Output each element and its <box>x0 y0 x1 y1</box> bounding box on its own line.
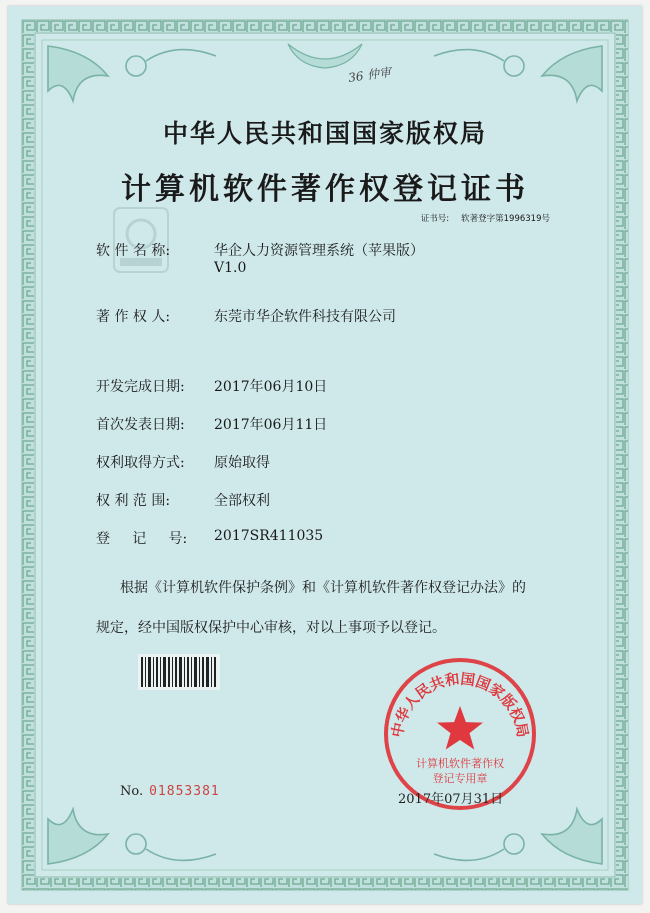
barcode <box>138 654 220 690</box>
registration-label: 登 记 号: <box>96 531 188 547</box>
owner-label: 著 作 权 人: <box>96 309 171 325</box>
seal-outer-text: 中华人民共和国国家版权局 <box>389 671 531 739</box>
certificate-number-label: 证书号: <box>420 214 450 224</box>
acquire-value: 原始取得 <box>214 455 270 471</box>
dev-date-row <box>96 376 328 396</box>
registration-value: 2017SR411035 <box>214 528 324 544</box>
seal-inner-line-2: 登记专用章 <box>432 772 488 785</box>
statement-line-1: 根据《计算机软件保护条例》和《计算机软件著作权登记办法》的 <box>120 580 526 596</box>
dev-date-value: 2017年06月10日 <box>214 379 328 395</box>
serial-value: 01853381 <box>149 784 220 799</box>
pub-date-value: 2017年06月11日 <box>214 417 328 433</box>
certificate-number-value: 软著登字第1996319号 <box>461 214 550 224</box>
issue-date: 2017年07月31日 <box>398 792 504 807</box>
scope-row <box>96 490 270 510</box>
software-name-label: 软 件 名 称: <box>96 243 171 259</box>
software-name-value: 华企人力资源管理系统（苹果版） <box>214 243 424 259</box>
owner-row <box>96 306 396 326</box>
pub-date-label: 首次发表日期: <box>96 417 185 433</box>
handwritten-note: 36 仲审 <box>347 65 392 85</box>
certificate-title: 计算机软件著作权登记证书 <box>121 172 529 207</box>
seal-inner-line-1: 计算机软件著作权 <box>416 757 504 770</box>
dev-date-label: 开发完成日期: <box>96 379 185 395</box>
serial-number <box>120 784 220 799</box>
certificate-number <box>421 212 550 224</box>
scope-value: 全部权利 <box>214 493 270 509</box>
registration-row <box>96 528 324 548</box>
software-version: V1.0 <box>214 260 247 276</box>
acquire-label: 权利取得方式: <box>96 455 185 471</box>
issuing-authority: 中华人民共和国国家版权局 <box>162 119 487 148</box>
software-name-row <box>96 240 424 260</box>
owner-value: 东莞市华企软件科技有限公司 <box>214 309 396 325</box>
scope-label: 权 利 范 围: <box>96 493 171 509</box>
statement-line-2: 规定，经中国版权保护中心审核，对以上事项予以登记。 <box>96 620 446 636</box>
acquire-row <box>96 452 270 472</box>
certificate-paper <box>8 6 642 904</box>
serial-label: No. <box>120 784 144 799</box>
pub-date-row <box>96 414 328 434</box>
